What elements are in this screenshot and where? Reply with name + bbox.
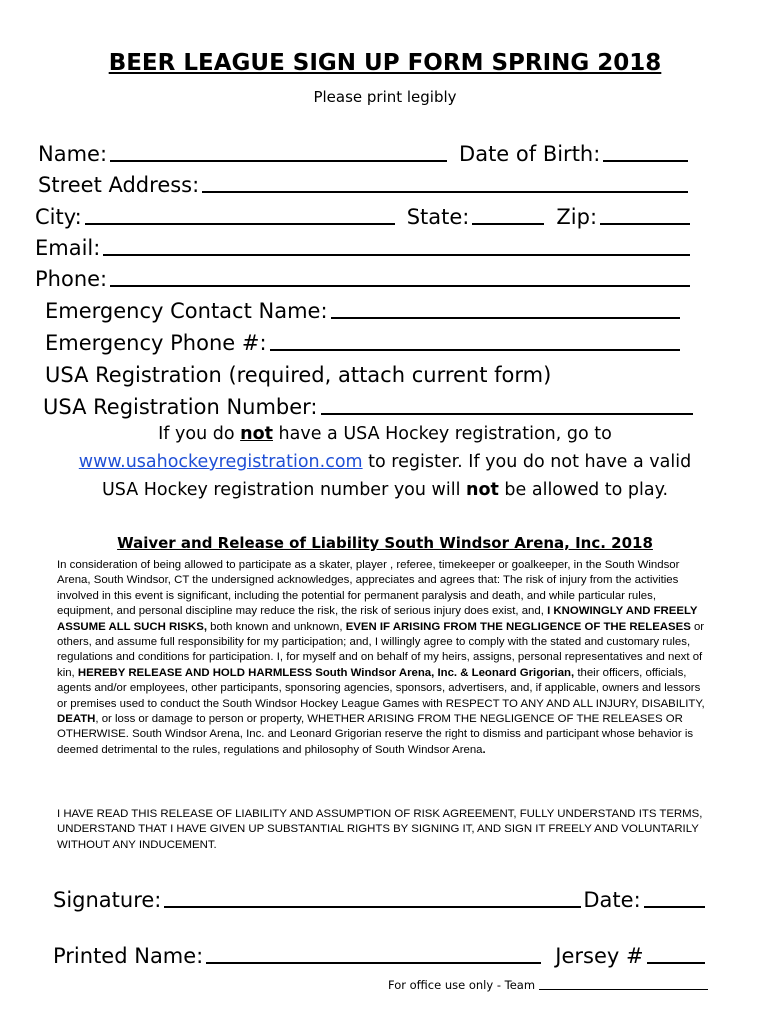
note-text: be allowed to play.	[498, 480, 669, 500]
waiver-text: or others, and assume full responsibility for my participation; and, I willingly agree to comply with the stated and customary rules, regulations and conditions for participation. I, for myself and on behalf of my heirs, assigns, personal representatives and next of kin,	[57, 620, 705, 679]
street-row	[38, 167, 688, 198]
form-subtitle: Please print legibly	[313, 88, 457, 106]
email-label: Email:	[35, 236, 101, 260]
signature-label: Signature:	[53, 888, 162, 912]
waiver-bold-text: EVEN IF ARISING FROM THE NEGLIGENCE OF THE RELEASES	[345, 620, 691, 633]
dob-label: Date of Birth:	[459, 142, 601, 166]
phone-row	[35, 261, 690, 292]
emergency-contact-label: Emergency Contact Name:	[45, 299, 328, 323]
emergency-contact-row	[45, 293, 680, 324]
usa-registration-label: USA Registration (required, attach current form)	[45, 363, 552, 387]
email-field[interactable]	[103, 254, 690, 256]
waiver-text: , or loss or damage to person or property, WHETHER ARISING FROM THE NEGLIGENCE OF THE RELEASES OR OTHERWISE. South Windsor Arena, Inc. and Leonard Grigorian reserve the right to dismiss and participant whose behavior is deemed detrimental to the rules, regulations and philosophy of South Windsor Arena	[57, 713, 694, 756]
dob-field[interactable]	[603, 160, 688, 162]
waiver-paragraph-1	[57, 558, 709, 758]
usa-number-label: USA Registration Number:	[43, 395, 318, 419]
city-field[interactable]	[85, 223, 395, 225]
printed-name-label: Printed Name:	[53, 944, 204, 968]
phone-field[interactable]	[110, 285, 690, 287]
date-label: Date:	[583, 888, 641, 912]
signature-field[interactable]	[164, 906, 581, 908]
phone-label: Phone:	[35, 267, 108, 291]
emergency-phone-label: Emergency Phone #:	[45, 331, 267, 355]
waiver-bold-text: HEREBY RELEASE AND HOLD HARMLESS South Windsor Arena, Inc. & Leonard Grigorian,	[77, 666, 575, 679]
city-state-zip-row	[35, 199, 690, 230]
usa-number-row	[43, 389, 693, 420]
jersey-field[interactable]	[647, 962, 705, 964]
note-text: If you do	[158, 424, 241, 444]
note-text: USA Hockey registration number you will	[101, 480, 466, 500]
waiver-acknowledgement: I HAVE READ THIS RELEASE OF LIABILITY AND ASSUMPTION OF RISK AGREEMENT, FULLY UNDERSTAND ITS TERMS, UNDERSTAND THAT I HAVE GIVEN UP SUBSTANTIAL RIGHTS BY SIGNING IT, AND SIGN IT FREELY AND VOLUNTARILY WITHOUT ANY INDUCEMENT.	[57, 808, 703, 851]
email-row	[35, 230, 690, 261]
waiver-text: their officers, officials, agents and/or employees, other participants, sponsoring agencies, sponsors, advertisers, and, if applicable, owners and lessors or premises used to conduct the South Windsor Hockey League Games with RESPECT TO ANY AND ALL INJURY, DISABILITY,	[57, 666, 705, 710]
name-label: Name:	[38, 142, 108, 166]
printed-name-row	[53, 938, 705, 969]
jersey-label: Jersey #	[555, 944, 644, 968]
waiver-bold-text: DEATH	[57, 713, 96, 726]
street-label: Street Address:	[38, 173, 200, 197]
state-label: State:	[406, 205, 470, 229]
signature-row	[53, 882, 705, 913]
usa-registration-row	[45, 357, 685, 388]
registration-note-line-2	[30, 448, 740, 476]
usa-hockey-link[interactable]: www.usahockeyregistration.com	[78, 452, 363, 472]
emergency-contact-field[interactable]	[331, 317, 680, 319]
street-field[interactable]	[202, 191, 688, 193]
waiver-bold-text: .	[482, 743, 486, 756]
waiver-title: Waiver and Release of Liability South Windsor Arena, Inc. 2018	[117, 534, 653, 552]
registration-note-line-1	[30, 420, 740, 448]
emergency-phone-row	[45, 325, 680, 356]
form-title: BEER LEAGUE SIGN UP FORM SPRING 2018	[108, 50, 662, 76]
name-field[interactable]	[110, 160, 447, 162]
note-emphasis: not	[240, 424, 273, 444]
printed-name-field[interactable]	[206, 962, 541, 964]
zip-field[interactable]	[600, 223, 690, 225]
registration-note-line-3	[30, 476, 740, 504]
usa-number-field[interactable]	[321, 413, 693, 415]
note-text: have a USA Hockey registration, go to	[272, 424, 612, 444]
waiver-bold-text: I KNOWINGLY AND FREELY ASSUME ALL SUCH RISKS,	[57, 605, 698, 633]
city-label: City:	[35, 205, 82, 229]
office-team-field[interactable]	[539, 989, 708, 990]
office-use-label: For office use only - Team	[388, 978, 536, 992]
note-text: to register. If you do not have a valid	[362, 452, 692, 472]
office-use-row	[388, 978, 708, 992]
date-field[interactable]	[644, 906, 705, 908]
state-field[interactable]	[472, 223, 544, 225]
name-dob-row	[38, 136, 688, 167]
note-emphasis: not	[466, 480, 499, 500]
emergency-phone-field[interactable]	[270, 349, 680, 351]
zip-label: Zip:	[556, 205, 598, 229]
waiver-paragraph-2	[57, 807, 709, 853]
waiver-text: In consideration of being allowed to participate as a skater, player , referee, timekeeper or goalkeeper, in the South Windsor Arena, South Windsor, CT the undersigned acknowledges, appreciates and agrees that: The risk of injury from the activities involved in this event is significant, including the potential for permanent paralysis and death, and while particular rules, equipment, and personal discipline may reduce the risk, the risk of serious injury does exist, and,	[57, 559, 680, 618]
waiver-text: both known and unknown,	[207, 620, 346, 633]
